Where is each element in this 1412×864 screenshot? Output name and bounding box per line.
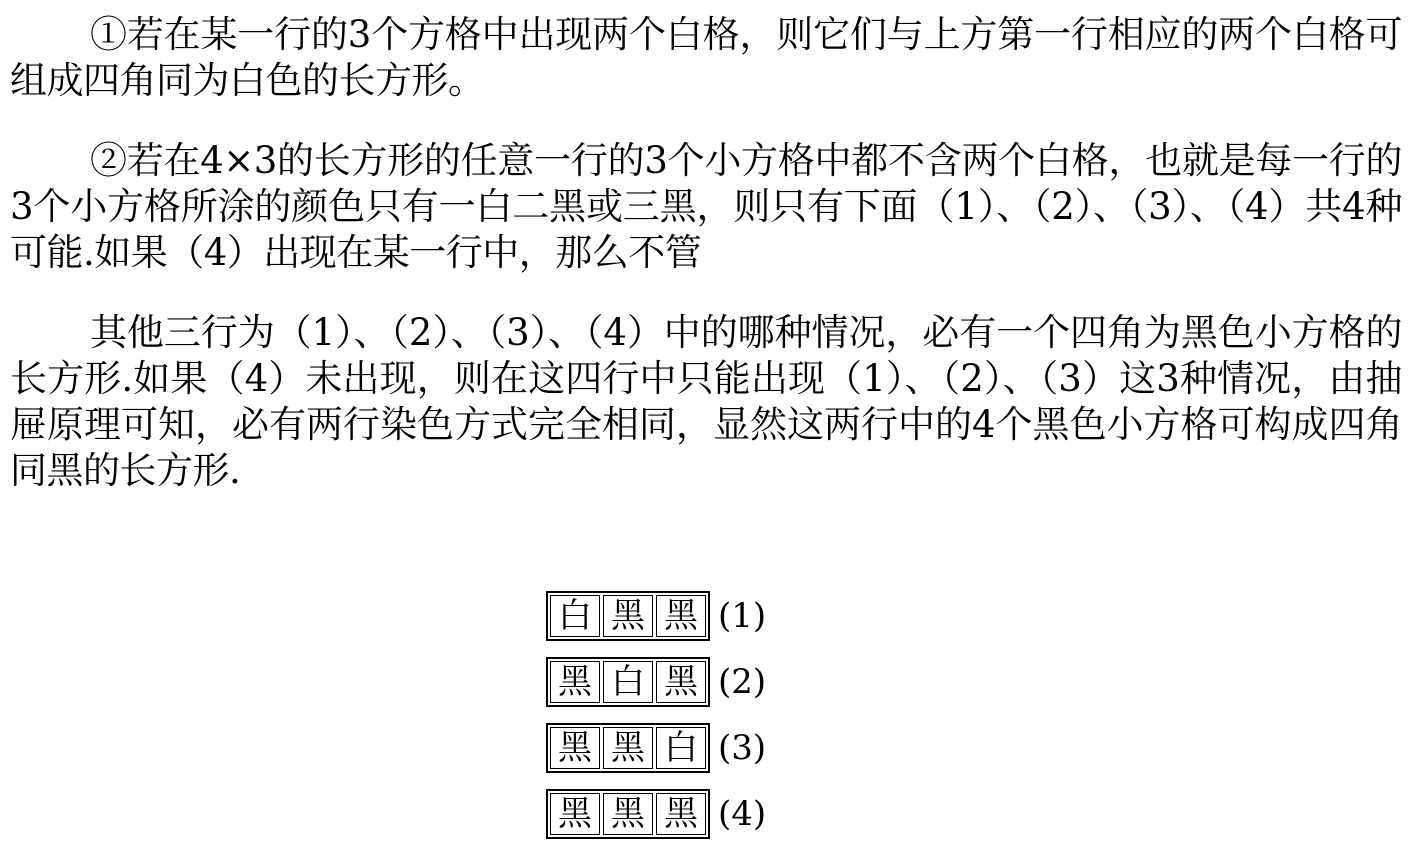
pattern-cell: 黑 <box>603 727 653 769</box>
pattern-label: (2) <box>718 662 767 702</box>
pattern-label: (3) <box>718 728 767 768</box>
pattern-cell: 白 <box>656 727 706 769</box>
pattern-cells <box>546 591 710 641</box>
paragraph-case-1: ①若在某一行的3个方格中出现两个白格，则它们与上方第一行相应的两个白格可组成四角同为白色的长方形。 <box>10 13 1402 102</box>
pattern-cell: 白 <box>603 661 653 703</box>
pattern-cell: 黑 <box>656 793 706 835</box>
coloring-patterns <box>546 588 766 852</box>
paragraph-case-2: ②若在4×3的长方形的任意一行的3个小方格中都不含两个白格，也就是每一行的3个小方格所涂的颜色只有一白二黑或三黑，则只有下面（1）、（2）、（3）、（4）共4种可能.如果（4）出现在某一行中，那么不管 <box>10 139 1402 274</box>
pattern-cells <box>546 723 710 773</box>
pattern-cell: 黑 <box>603 595 653 637</box>
pattern-cells <box>546 789 710 839</box>
pattern-row-3 <box>546 720 766 776</box>
pattern-row-4 <box>546 786 766 842</box>
pattern-label: (1) <box>718 596 767 636</box>
pattern-cell: 白 <box>550 595 600 637</box>
document-body <box>10 12 1402 494</box>
pattern-cell: 黑 <box>550 661 600 703</box>
pattern-cell: 黑 <box>550 793 600 835</box>
pattern-row-2 <box>546 654 766 710</box>
pattern-cell: 黑 <box>656 595 706 637</box>
pattern-cell: 黑 <box>603 793 653 835</box>
pattern-row-1 <box>546 588 766 644</box>
pattern-cell: 黑 <box>656 661 706 703</box>
pattern-cells <box>546 657 710 707</box>
pattern-label: (4) <box>718 794 767 834</box>
pattern-cell: 黑 <box>550 727 600 769</box>
paragraph-conclusion: 其他三行为（1）、（2）、（3）、（4）中的哪种情况，必有一个四角为黑色小方格的长方形.如果（4）未出现，则在这四行中只能出现（1）、（2）、（3）这3种情况，由抽屉原理可知，必有两行染色方式完全相同，显然这两行中的4个黑色小方格可构成四角同黑的长方形. <box>10 311 1402 492</box>
